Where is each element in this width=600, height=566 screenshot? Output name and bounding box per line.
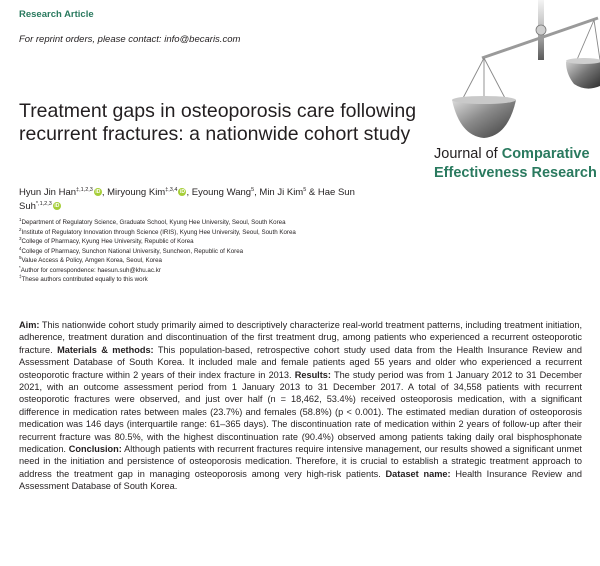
author-affiliation-marks: 5 bbox=[303, 186, 307, 193]
affiliation-item bbox=[19, 228, 439, 238]
affiliation-item bbox=[19, 266, 439, 276]
abstract-methods-label: Materials & methods: bbox=[57, 344, 154, 355]
abstract-dataset-label: Dataset name: bbox=[385, 468, 451, 479]
affiliation-item bbox=[19, 256, 439, 266]
affiliation-mark: * bbox=[19, 264, 21, 270]
abstract-aim-label: Aim: bbox=[19, 320, 40, 330]
reprint-notice bbox=[19, 34, 240, 45]
affiliation-list bbox=[19, 218, 439, 285]
abstract-dataset: Health Insurance Review and Assessment Database of South Korea. bbox=[19, 468, 582, 492]
author-affiliation-marks: ‡,3,4 bbox=[165, 186, 178, 193]
affiliation-mark: 4 bbox=[19, 245, 22, 251]
abstract-results: The study period was from 1 January 2012 to 31 December 2021, with an outcome assessment period from 1 January 2013 to 31 December 2017. A total of 34,558 patients with recurrent osteoporotic fractures were observed, and just over half (n = 18,462, 53.4%) received osteoporosis medication, with a significant difference in medication rates between males (23.7%) and females (58.8%) (p < 0.001). The estimated median duration of osteoporosis medication was 146 days (interquartile range: 61–365 days). The discontinuation rate of medication within 2 years of follow-up after their recurrent fracture was 80.5%, with the highest discontinuation rate (90.4%) observed among patients taking daily oral bisphosphonate medication. bbox=[19, 369, 582, 455]
affiliation-item bbox=[19, 247, 439, 257]
affiliation-mark: 3 bbox=[19, 235, 22, 241]
affiliation-item bbox=[19, 218, 439, 228]
affiliation-item bbox=[19, 237, 439, 247]
author-name: Hyun Jin Han bbox=[19, 187, 77, 198]
abstract-conclusion: Although patients with recurrent fractures require intensive management, our results showed a significant unmet need in the initiation and persistence of osteoporosis medication. Therefore, it is crucial to establish a strategic treatment approach to address the treatment gap in managing osteoporosis among very high-risk patients. bbox=[19, 444, 582, 479]
affiliation-text: Institute of Regulatory Innovation through Science (IRIS), Kyung Hee University, Seoul, South Korea bbox=[21, 228, 296, 236]
journal-name-line1: Comparative bbox=[501, 146, 590, 162]
reprint-prefix: For reprint orders, please contact: bbox=[19, 34, 165, 45]
author-affiliation-marks: 5 bbox=[251, 186, 255, 193]
author-conjunction: & Hae Sun bbox=[308, 187, 355, 198]
author-name: Eyoung Wang bbox=[191, 187, 252, 198]
abstract-conclusion-label: Conclusion: bbox=[68, 444, 122, 455]
journal-name-line2: Effectiveness Research bbox=[434, 165, 597, 181]
affiliation-text: College of Pharmacy, Kyung Hee University, Republic of Korea bbox=[21, 238, 194, 245]
author-name: Miryoung Kim bbox=[107, 187, 166, 198]
affiliation-text: Author for correspondence: haesun.suh@khu.ac.kr bbox=[20, 266, 161, 274]
author-list: Hyun Jin Han$^{\ddagger,1,2,3}$ iD , Miryoung Kim$^{\ddagger,3,4}$ iD , Eyoung Wang$^5$, Min Ji Kim$^5$ & Hae Sun Suh$^{*,1,2,3}$ iD bbox=[19, 186, 355, 212]
author-affiliation-marks: *,1,2,3 bbox=[35, 200, 52, 207]
balance-scales-icon bbox=[448, 0, 600, 140]
affiliation-text: Department of Regulatory Science, Graduate School, Kyung Hee University, Seoul, South Korea bbox=[21, 219, 286, 226]
affiliation-item bbox=[19, 275, 439, 285]
affiliation-mark: ‡ bbox=[19, 273, 22, 279]
affiliation-mark: 1 bbox=[19, 216, 22, 222]
article-title: Treatment gaps in osteoporosis care following recurrent fractures: a nationwide cohort study bbox=[19, 100, 417, 145]
affiliation-text: Value Access & Policy, Amgen Korea, Seoul, Korea bbox=[21, 257, 162, 264]
affiliation-mark: 5 bbox=[19, 254, 22, 260]
abstract-methods: This population-based, retrospective cohort study used data from the Health Insurance Review and Assessment Database of South Korea. It included male and female patients aged 55 years and older who experienced a recurrent osteoporotic fracture within 2 years of their index fracture in 2013. bbox=[19, 344, 582, 380]
reprint-email-link[interactable]: info@becaris.com bbox=[164, 34, 241, 45]
affiliation-text: These authors contributed equally to this work bbox=[21, 276, 148, 283]
affiliation-text: College of Pharmacy, Sunchon National University, Suncheon, Republic of Korea bbox=[21, 247, 244, 255]
journal-name bbox=[434, 145, 597, 183]
abstract-results-label: Results: bbox=[294, 369, 331, 380]
abstract bbox=[19, 319, 582, 493]
author-affiliation-marks: ‡,1,2,3 bbox=[76, 186, 93, 193]
author-name: Suh bbox=[19, 201, 36, 212]
abstract-aim: This nationwide cohort study primarily aimed to descriptively characterize real-world treatment patterns, including treatment initiation, adherence, treatment duration and discontinuation of the first treatment drug, among patients who experienced a recurrent osteoporotic fracture. bbox=[19, 320, 582, 355]
article-type-label: Research Article bbox=[19, 9, 94, 20]
author-name: Min Ji Kim bbox=[259, 187, 304, 198]
journal-prefix: Journal of bbox=[434, 146, 502, 162]
orcid-icon[interactable]: iD bbox=[179, 189, 185, 196]
affiliation-mark: 2 bbox=[19, 226, 22, 232]
orcid-icon[interactable]: iD bbox=[54, 203, 60, 210]
orcid-icon[interactable]: iD bbox=[95, 189, 101, 196]
